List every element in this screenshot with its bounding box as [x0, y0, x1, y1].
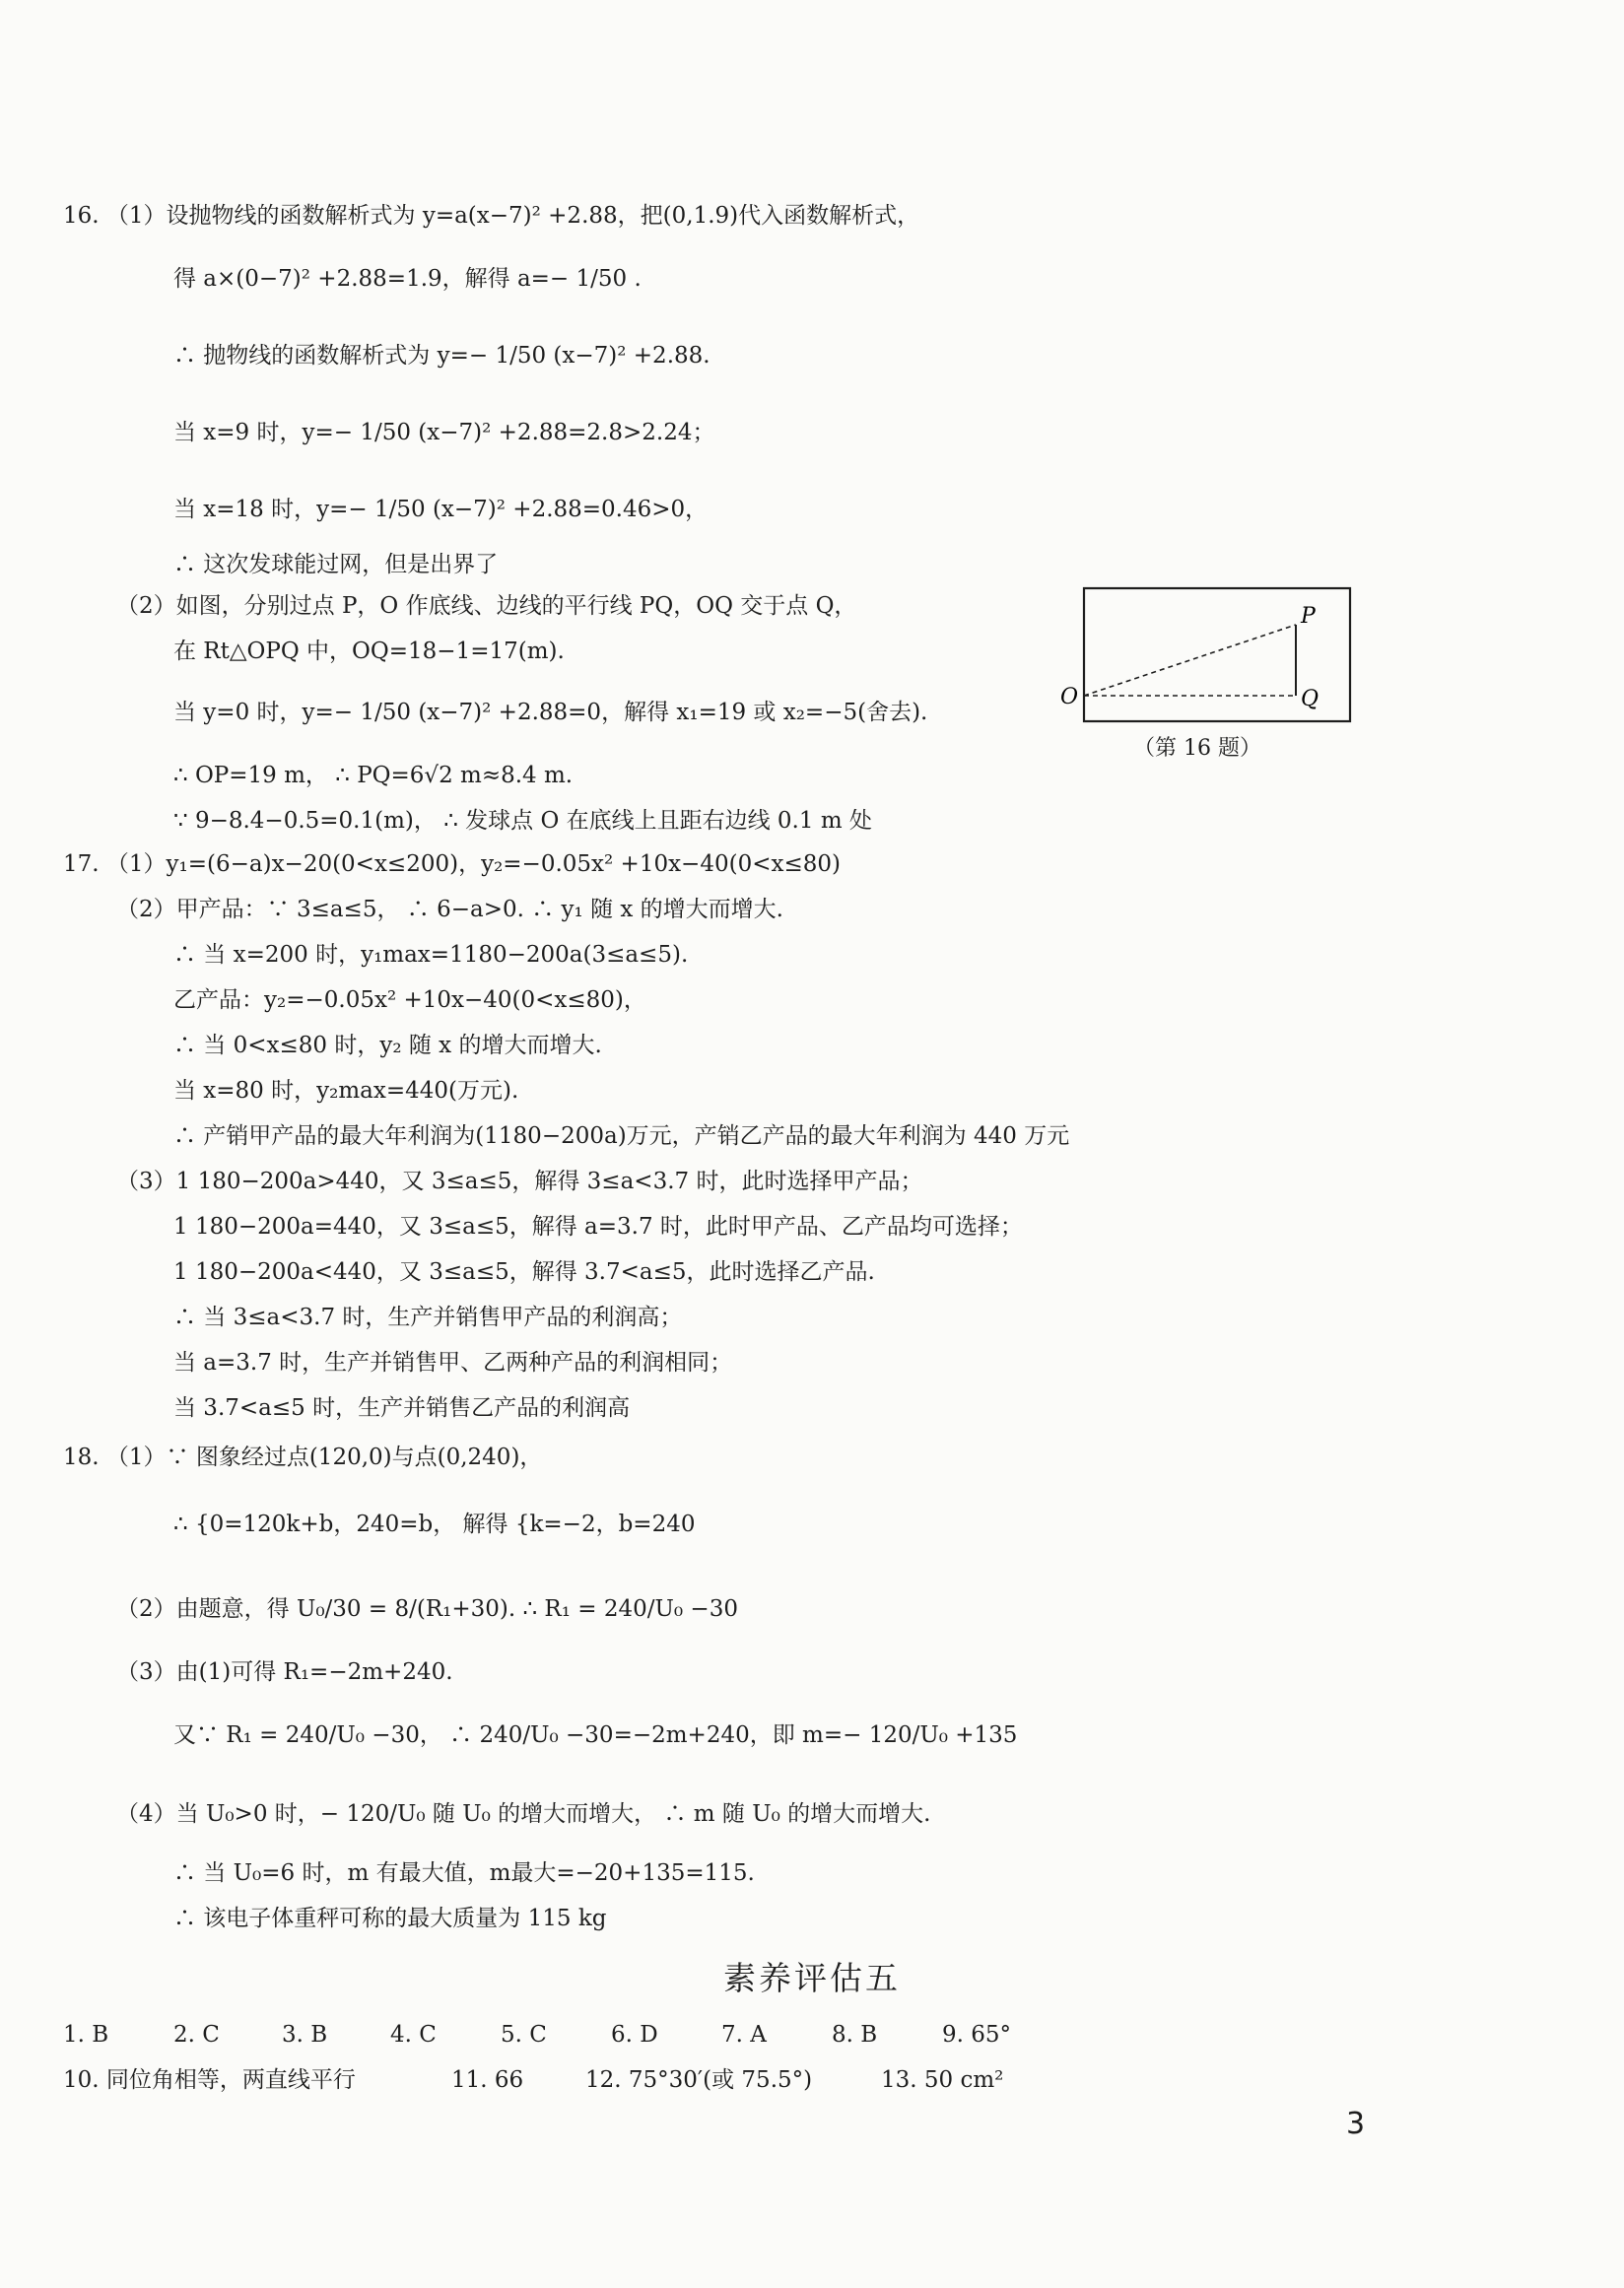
- answer-4: 4. C: [390, 2022, 437, 2048]
- answer-2: 2. C: [173, 2022, 220, 2048]
- q18-line-8: ∴ 该电子体重秤可称的最大质量为 115 kg: [173, 1906, 607, 1931]
- answer-6: 6. D: [611, 2022, 658, 2048]
- q18-line-4: （3）由(1)可得 R₁=−2m+240.: [116, 1659, 453, 1685]
- answer-11: 11. 66: [451, 2067, 524, 2093]
- answer-10: 10. 同位角相等，两直线平行: [63, 2067, 356, 2093]
- q16-line-7: （2）如图，分别过点 P，O 作底线、边线的平行线 PQ，OQ 交于点 Q，: [116, 593, 857, 619]
- q17-line-1: 17. （1）y₁=(6−a)x−20(0<x≤200)，y₂=−0.05x² +10x−40(0<x≤80): [63, 851, 841, 877]
- answer-9: 9. 65°: [942, 2022, 1012, 2048]
- q17-line-11: ∴ 当 3≤a<3.7 时，生产并销售甲产品的利润高；: [173, 1305, 683, 1330]
- q17-line-8: （3）1 180−200a>440，又 3≤a≤5，解得 3≤a<3.7 时，此时选择甲产品；: [116, 1169, 923, 1194]
- q16-line-2: 得 a×(0−7)² +2.88=1.9，解得 a=− 1/50 .: [173, 266, 642, 292]
- q17-line-7: ∴ 产销甲产品的最大年利润为(1180−200a)万元，产销乙产品的最大年利润为 440 万元: [173, 1123, 1070, 1149]
- q17-line-6: 当 x=80 时，y₂max=440(万元).: [173, 1078, 519, 1104]
- q16-line-1: 16. （1）设抛物线的函数解析式为 y=a(x−7)² +2.88，把(0,1.9)代入函数解析式，: [63, 203, 920, 229]
- answer-1: 1. B: [63, 2022, 109, 2048]
- figure-caption: （第 16 题）: [1133, 736, 1261, 761]
- q17-line-5: ∴ 当 0<x≤80 时，y₂ 随 x 的增大而增大.: [173, 1033, 602, 1058]
- q17-line-10: 1 180−200a<440，又 3≤a≤5，解得 3.7<a≤5，此时选择乙产品.: [173, 1259, 875, 1285]
- q18-line-6: （4）当 U₀>0 时，− 120/U₀ 随 U₀ 的增大而增大， ∴ m 随 U₀ 的增大而增大.: [116, 1801, 931, 1827]
- page-number: 3: [1346, 2107, 1366, 2141]
- label-o: O: [1060, 685, 1079, 709]
- q18-line-1: 18. （1）∵ 图象经过点(120,0)与点(0,240)，: [63, 1445, 543, 1470]
- q16-line-3: ∴ 抛物线的函数解析式为 y=− 1/50 (x−7)² +2.88.: [173, 343, 710, 369]
- q17-line-2: （2）甲产品：∵ 3≤a≤5， ∴ 6−a>0. ∴ y₁ 随 x 的增大而增大.: [116, 897, 783, 922]
- q17-line-9: 1 180−200a=440，又 3≤a≤5，解得 a=3.7 时，此时甲产品、乙产品均可选择；: [173, 1214, 1023, 1240]
- q16-line-5: 当 x=18 时，y=− 1/50 (x−7)² +2.88=0.46>0，: [173, 497, 709, 522]
- answer-8: 8. B: [832, 2022, 878, 2048]
- q18-line-3: （2）由题意，得 U₀/30 = 8/(R₁+30). ∴ R₁ = 240/U₀ −30: [116, 1596, 738, 1622]
- q18-line-7: ∴ 当 U₀=6 时，m 有最大值，m最大=−20+135=115.: [173, 1860, 755, 1886]
- court-diagram: [1054, 583, 1380, 731]
- answer-7: 7. A: [721, 2022, 767, 2048]
- label-p: P: [1301, 604, 1316, 629]
- q17-line-13: 当 3.7<a≤5 时，生产并销售乙产品的利润高: [173, 1395, 631, 1421]
- answer-3: 3. B: [282, 2022, 328, 2048]
- segment-op: [1084, 625, 1296, 696]
- q16-line-9: 当 y=0 时，y=− 1/50 (x−7)² +2.88=0，解得 x₁=19 或 x₂=−5(舍去).: [173, 700, 928, 725]
- q17-line-4: 乙产品：y₂=−0.05x² +10x−40(0<x≤80)，: [173, 987, 646, 1013]
- q18-line-5: 又∵ R₁ = 240/U₀ −30， ∴ 240/U₀ −30=−2m+240，即 m=− 120/U₀ +135: [173, 1722, 1018, 1748]
- q16-line-4: 当 x=9 时，y=− 1/50 (x−7)² +2.88=2.8>2.24；: [173, 420, 715, 445]
- answer-5: 5. C: [501, 2022, 547, 2048]
- q16-line-11: ∵ 9−8.4−0.5=0.1(m)， ∴ 发球点 O 在底线上且距右边线 0.1 m 处: [173, 808, 872, 834]
- q18-line-2: ∴ {0=120k+b，240=b， 解得 {k=−2，b=240: [173, 1512, 696, 1537]
- answer-13: 13. 50 cm²: [881, 2067, 1004, 2093]
- q16-line-10: ∴ OP=19 m， ∴ PQ=6√2 m≈8.4 m.: [173, 763, 574, 788]
- q17-line-12: 当 a=3.7 时，生产并销售甲、乙两种产品的利润相同；: [173, 1350, 733, 1376]
- answer-12: 12. 75°30′(或 75.5°): [585, 2067, 813, 2093]
- label-q: Q: [1301, 687, 1320, 711]
- q17-line-3: ∴ 当 x=200 时，y₁max=1180−200a(3≤a≤5).: [173, 942, 689, 968]
- q16-line-6: ∴ 这次发球能过网，但是出界了: [173, 552, 499, 577]
- q16-line-8: 在 Rt△OPQ 中，OQ=18−1=17(m).: [173, 639, 565, 664]
- section-title: 素养评估五: [723, 1959, 901, 1997]
